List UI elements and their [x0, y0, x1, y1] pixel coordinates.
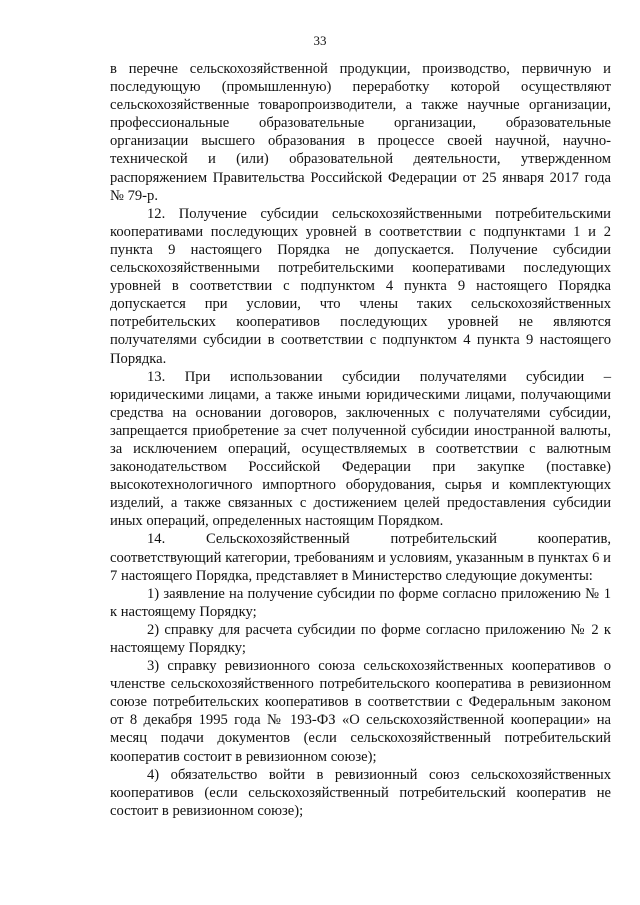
list-item-2: 2) справку для расчета субсидии по форме согласно приложению № 2 к настоящему Порядку;: [110, 621, 611, 656]
list-item-1: 1) заявление на получение субсидии по форме согласно приложению № 1 к настоящему Порядку;: [110, 585, 611, 620]
paragraph-13: 13. При использовании субсидии получателями субсидии – юридическими лицами, а также иными юридическими лицами, получающими средства на основании договоров, заключенных с получателями субсидии, запрещается приобретение за счет полученной субсидии иностранной валюты, за исключением операций, осуществляемых в соответствии с валютным законодательством Российской Федерации при закупке (поставке) высокотехнологичного импортного оборудования, сырья и комплектующих изделий, а также связанных с достижением целей предоставления субсидии иных операций, определенных настоящим Порядком.: [110, 368, 611, 530]
paragraph-12: 12. Получение субсидии сельскохозяйственными потребительскими кооперативами последующих уровней в соответствии с подпунктами 1 и 2 пункта 9 настоящего Порядка не допускается. Получение субсидии сельскохозяйственными потребительскими кооперативами последующих уровней в соответствии с подпунктом 4 пункта 9 настоящего Порядка допускается при условии, что члены таких сельскохозяйственных потребительских кооперативов последующих уровней не являются получателями субсидии в соответствии с подпунктом 4 пункта 9 настоящего Порядка.: [110, 205, 611, 367]
paragraph-14: 14. Сельскохозяйственный потребительский кооператив, соответствующий категории, требованиям и условиям, указанным в пунктах 6 и 7 настоящего Порядка, представляет в Министерство следующие документы:: [110, 531, 611, 584]
list-item-3: 3) справку ревизионного союза сельскохозяйственных кооперативов о членстве сельскохозяйственного потребительского кооператива в ревизионном союзе потребительских кооперативов в соответствии с Федеральным законом от 8 декабря 1995 года № 193-ФЗ «О сельскохозяйственной кооперации» на месяц подачи документов (если сельскохозяйственный потребительский кооператив состоит в ревизионном союзе);: [110, 658, 611, 765]
document-body: [110, 60, 611, 820]
list-item-4: 4) обязательство войти в ревизионный союз сельскохозяйственных кооперативов (если сельскохозяйственный потребительский кооператив не состоит в ревизионном союзе);: [110, 766, 611, 819]
page-number: 33: [313, 33, 327, 48]
paragraph-continuation: в перечне сельскохозяйственной продукции, производство, первичную и последующую (промышленную) переработку которой осуществляют сельскохозяйственные товаропроизводители, а также научные организации, профессиональные образовательные организации, образовательные организации высшего образования в процессе своей научной, научно-технической и (или) образовательной деятельности, утвержденном распоряжением Правительства Российской Федерации от 25 января 2017 года № 79-р.: [110, 61, 611, 204]
